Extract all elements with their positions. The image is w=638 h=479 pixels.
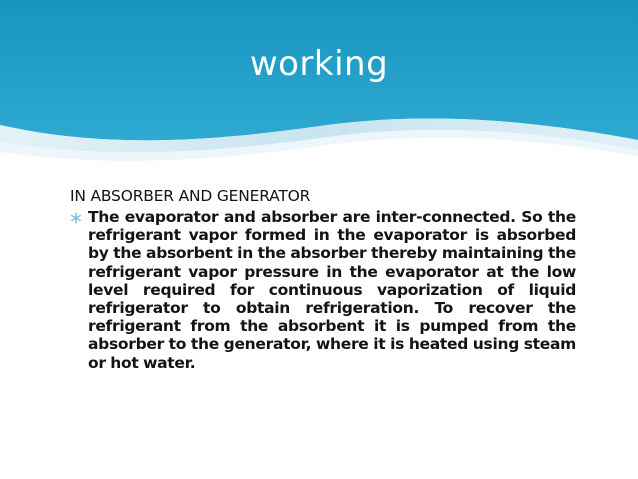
bullet-text: The evaporator and absorber are inter-connected. So the refrigerant vapor formed in the evaporator is absorbed by the absorbent in the absorber thereby maintaining the refrigerant vapor pressure in the evaporator at the low level required for continuous vaporization of liquid refrigerator to obtain refrigeration. To recover the refrigerant from the absorbent it is pumped from the absorber to the generator, where it is heated using steam or hot water. xyxy=(88,208,576,372)
asterisk-bullet-icon xyxy=(70,212,82,224)
bullet-item xyxy=(70,208,576,372)
header-band xyxy=(0,0,638,175)
slide-title: working xyxy=(249,44,389,84)
section-heading: IN ABSORBER AND GENERATOR xyxy=(70,187,311,205)
body-content xyxy=(70,186,576,372)
